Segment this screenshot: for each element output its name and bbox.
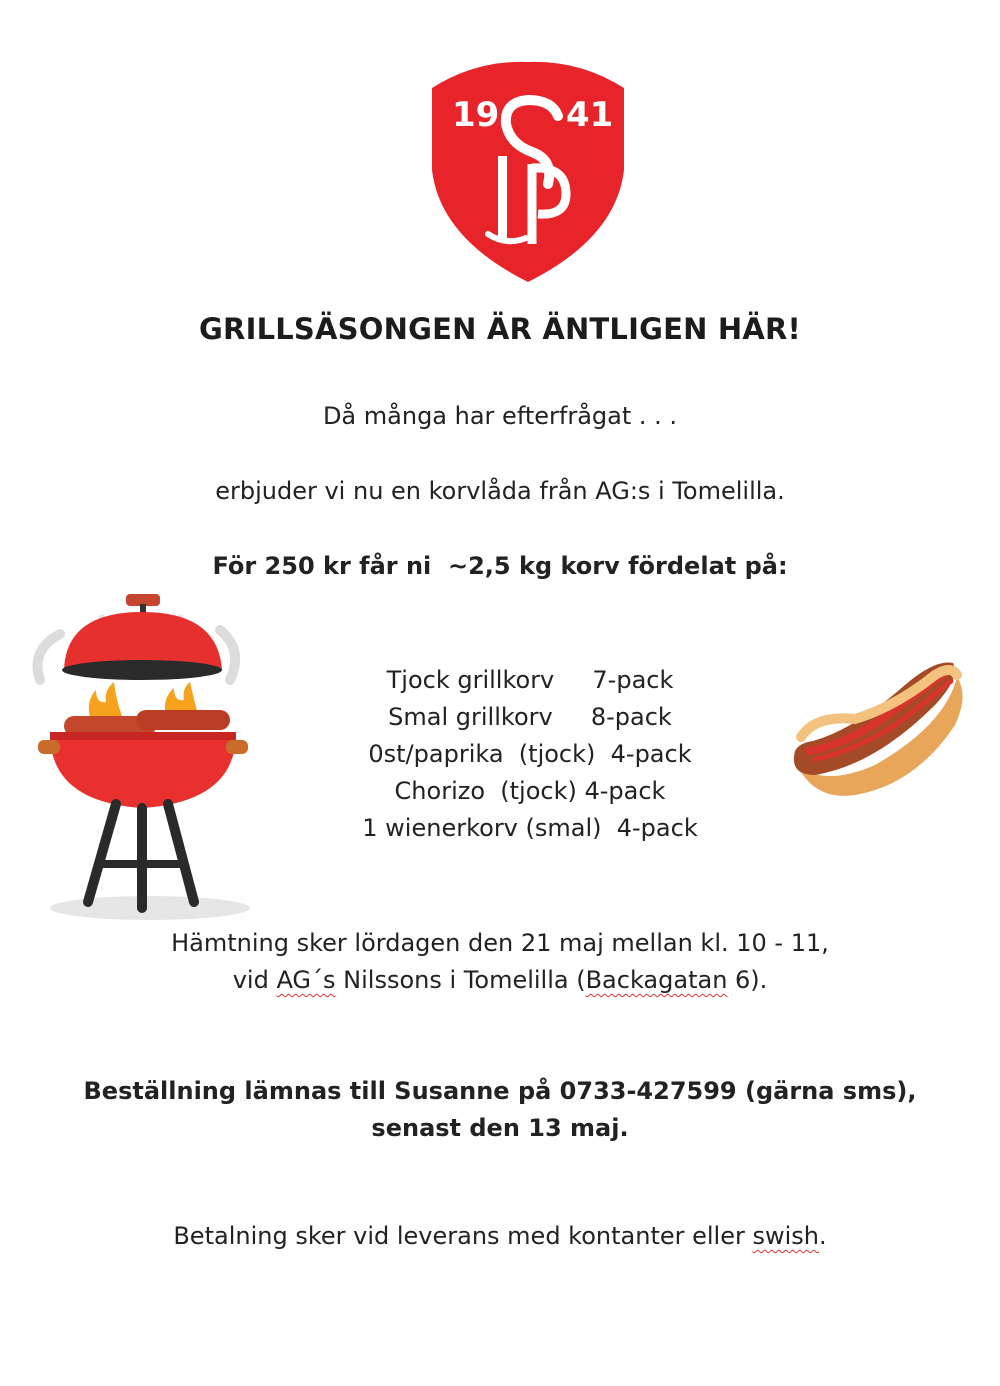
payment-text: Betalning sker vid leverans med kontanter eller <box>173 1222 753 1250</box>
list-item: Chorizo (tjock) 4-pack <box>394 777 666 805</box>
payment-info <box>0 1222 1000 1250</box>
logo-year-left: 19 <box>452 95 500 135</box>
page-title: GRILLSÄSONGEN ÄR ÄNTLIGEN HÄR! <box>199 312 801 346</box>
grill-icon <box>30 590 260 920</box>
pickup-line-2 <box>0 962 1000 999</box>
hotdog-icon <box>785 655 970 810</box>
intro-text: Då många har efterfrågat . . . <box>322 402 678 430</box>
order-line-2: senast den 13 maj. <box>371 1114 629 1142</box>
list-item: Tjock grillkorv 7-pack <box>386 666 674 694</box>
order-line-1: Beställning lämnas till Susanne på 0733-427599 (gärna sms), <box>83 1077 917 1105</box>
sausage-list <box>300 662 760 847</box>
pickup-store-name: AG´s <box>276 966 336 994</box>
price-text: För 250 kr får ni ~2,5 kg korv fördelat på: <box>212 552 788 580</box>
offer-text: erbjuder vi nu en korvlåda från AG:s i Tomelilla. <box>215 477 785 505</box>
order-info <box>0 1073 1000 1147</box>
list-item: 0st/paprika (tjock) 4-pack <box>368 740 692 768</box>
payment-swish: swish <box>752 1222 819 1250</box>
pickup-info <box>0 925 1000 999</box>
pickup-street: Backagatan <box>585 966 728 994</box>
list-item: 1 wienerkorv (smal) 4-pack <box>362 814 698 842</box>
club-shield-logo <box>420 58 636 286</box>
pickup-middle: Nilssons i Tomelilla ( <box>335 966 586 994</box>
pickup-suffix: 6). <box>727 966 768 994</box>
pickup-line-1: Hämtning sker lördagen den 21 maj mellan kl. 10 - 11, <box>171 929 829 957</box>
pickup-prefix: vid <box>232 966 277 994</box>
list-item: Smal grillkorv 8-pack <box>388 703 672 731</box>
payment-suffix: . <box>819 1222 827 1250</box>
logo-year-right: 41 <box>566 95 614 135</box>
